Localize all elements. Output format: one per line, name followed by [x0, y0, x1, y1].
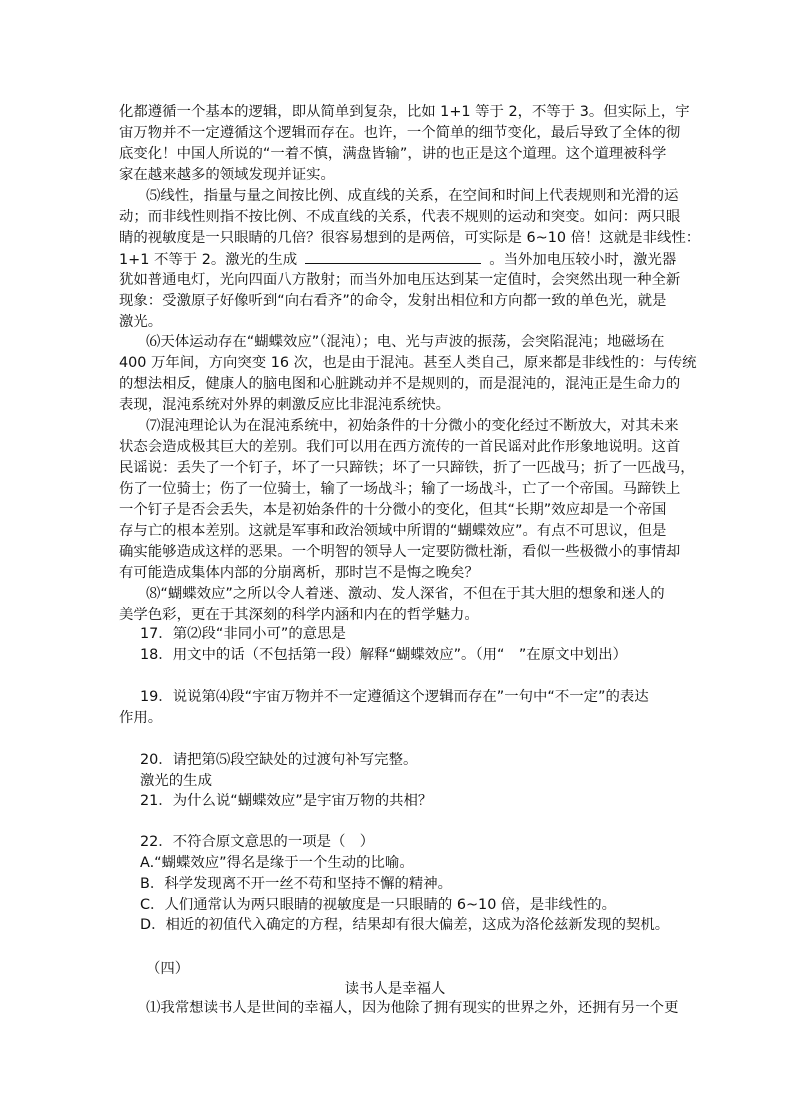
passage-line: ⑸线性，指量与量之间按比例、成直线的关系，在空间和时间上代表规则和光滑的运 [146, 187, 679, 204]
passage-line: ⑹天体运动存在“蝴蝶效应”（混沌）；电、光与声波的振荡，会突陷混沌；地磁场在 [146, 334, 665, 351]
passage-line: 激光。 [119, 313, 163, 330]
passage-line-with-blank [119, 249, 676, 269]
question-line: 22．不符合原文意思的一项是（ ） [140, 834, 375, 850]
question-line: 17．第⑵段“非同小可”的意思是 [140, 626, 346, 642]
passage-line: 动；而非线性则指不按比例、不成直线的关系，代表不规则的运动和突变。如问：两只眼 [119, 208, 681, 225]
passage-line: 现象：受激原子好像听到“向右看齐”的命令，发射出相位和方向都一致的单色光，就是 [119, 292, 667, 309]
passage-line: 犹如普通电灯，光向四面八方散射；而当外加电压达到某一定值时，会突然出现一种全新 [119, 271, 681, 288]
question-line: B．科学发现离不开一丝不苟和坚持不懈的精神。 [140, 876, 453, 892]
article-title: 读书人是幸福人 [344, 981, 446, 997]
passage-line: 400 万年间，方向突变 16 次，也是由于混沌。甚至人类自己，原来都是非线性的：与传统 [119, 355, 697, 372]
passage-line: 确实能够造成这样的恶果。一个明智的领导人一定要防微杜渐，看似一些极微小的事情却 [119, 543, 681, 560]
fill-in-blank [305, 249, 481, 264]
passage-line: 状态会造成极其巨大的差别。我们可以用在西方流传的一首民谣对此作形象地说明。这首 [119, 439, 681, 456]
passage-line: 存与亡的根本差别。这就是军事和政治领域中所谓的“蝴蝶效应”。有点不可思议，但是 [119, 523, 667, 539]
text-segment: 1+1 不等于 2。激光的生成 [119, 251, 298, 268]
passage-line: 的想法相反，健康人的脑电图和心脏跳动并不是规则的，而是混沌的，混沌正是生命力的 [119, 376, 681, 393]
passage-line: 有可能造成集体内部的分崩离析，那时岂不是悔之晚矣？ [119, 564, 479, 581]
question-line: C．人们通常认为两只眼睛的视敏度是一只眼睛的 6~10 倍，是非线性的。 [140, 897, 617, 913]
passage-line: 一个钉子是否会丢失，本是初始条件的十分微小的变化，但其“长期”效应却是一个帝国 [119, 502, 667, 519]
text-segment: 。当外加电压较小时，激光器 [489, 251, 677, 268]
question-line: A.“蝴蝶效应”得名是缘于一个生动的比喻。 [140, 855, 414, 871]
passage-line: 伤了一位骑士；伤了一位骑士，输了一场战斗；输了一场战斗，亡了一个帝国。马蹄铁上 [119, 481, 681, 498]
passage-line: 表现，混沌系统对外界的刺激反应比非混沌系统快。 [119, 397, 450, 414]
passage-line: ⑻“蝴蝶效应”之所以令人着迷、激动、发人深省，不但在于其大胆的想象和迷人的 [146, 585, 665, 602]
question-line: 激光的生成 [140, 773, 212, 789]
passage-line: 宙万物并不一定遵循这个逻辑而存在。也许，一个简单的细节变化，最后导致了全体的彻 [119, 124, 681, 141]
question-line: D．相近的初值代入确定的方程，结果却有很大偏差，这成为洛伦兹新发现的契机。 [140, 917, 670, 933]
passage-line: ⑺混沌理论认为在混沌系统中，初始条件的十分微小的变化经过不断放大，对其未来 [146, 418, 679, 435]
passage-line: 家在越来越多的领域发现并证实。 [119, 166, 335, 183]
passage-line: 化都遵循一个基本的逻辑，即从简单到复杂，比如 1+1 等于 2，不等于 3。但实际上，宇 [119, 104, 690, 120]
passage-line: 美学色彩，更在于其深刻的科学内涵和内在的哲学魅力。 [119, 606, 479, 623]
question-line: 19．说说第⑷段“宇宙万物并不一定遵循这个逻辑而存在”一句中“不一定”的表达 [140, 689, 649, 705]
question-line: 18．用文中的话（不包括第一段）解释“蝴蝶效应”。（用“ ”在原文中划出） [140, 647, 628, 663]
passage-line: ⑴我常想读书人是世间的幸福人，因为他除了拥有现实的世界之外，还拥有另一个更 [146, 1000, 679, 1016]
passage-line: 民谣说：丢失了一个钉子，坏了一只蹄铁；坏了一只蹄铁，折了一匹战马；折了一匹战马， [119, 460, 695, 477]
question-line: 20．请把第⑸段空缺处的过渡句补写完整。 [140, 752, 418, 768]
section-label: （四） [146, 961, 190, 977]
question-line: 作用。 [119, 710, 163, 726]
passage-line: 睛的视敏度是一只眼睛的几倍？很容易想到的是两倍，可实际是 6~10 倍！这就是非线性： [119, 229, 701, 246]
question-line: 21．为什么说“蝴蝶效应”是宇宙万物的共相？ [140, 793, 433, 809]
passage-line: 底变化！中国人所说的“一着不慎，满盘皆输”，讲的也正是这个道理。这个道理被科学 [119, 145, 667, 162]
